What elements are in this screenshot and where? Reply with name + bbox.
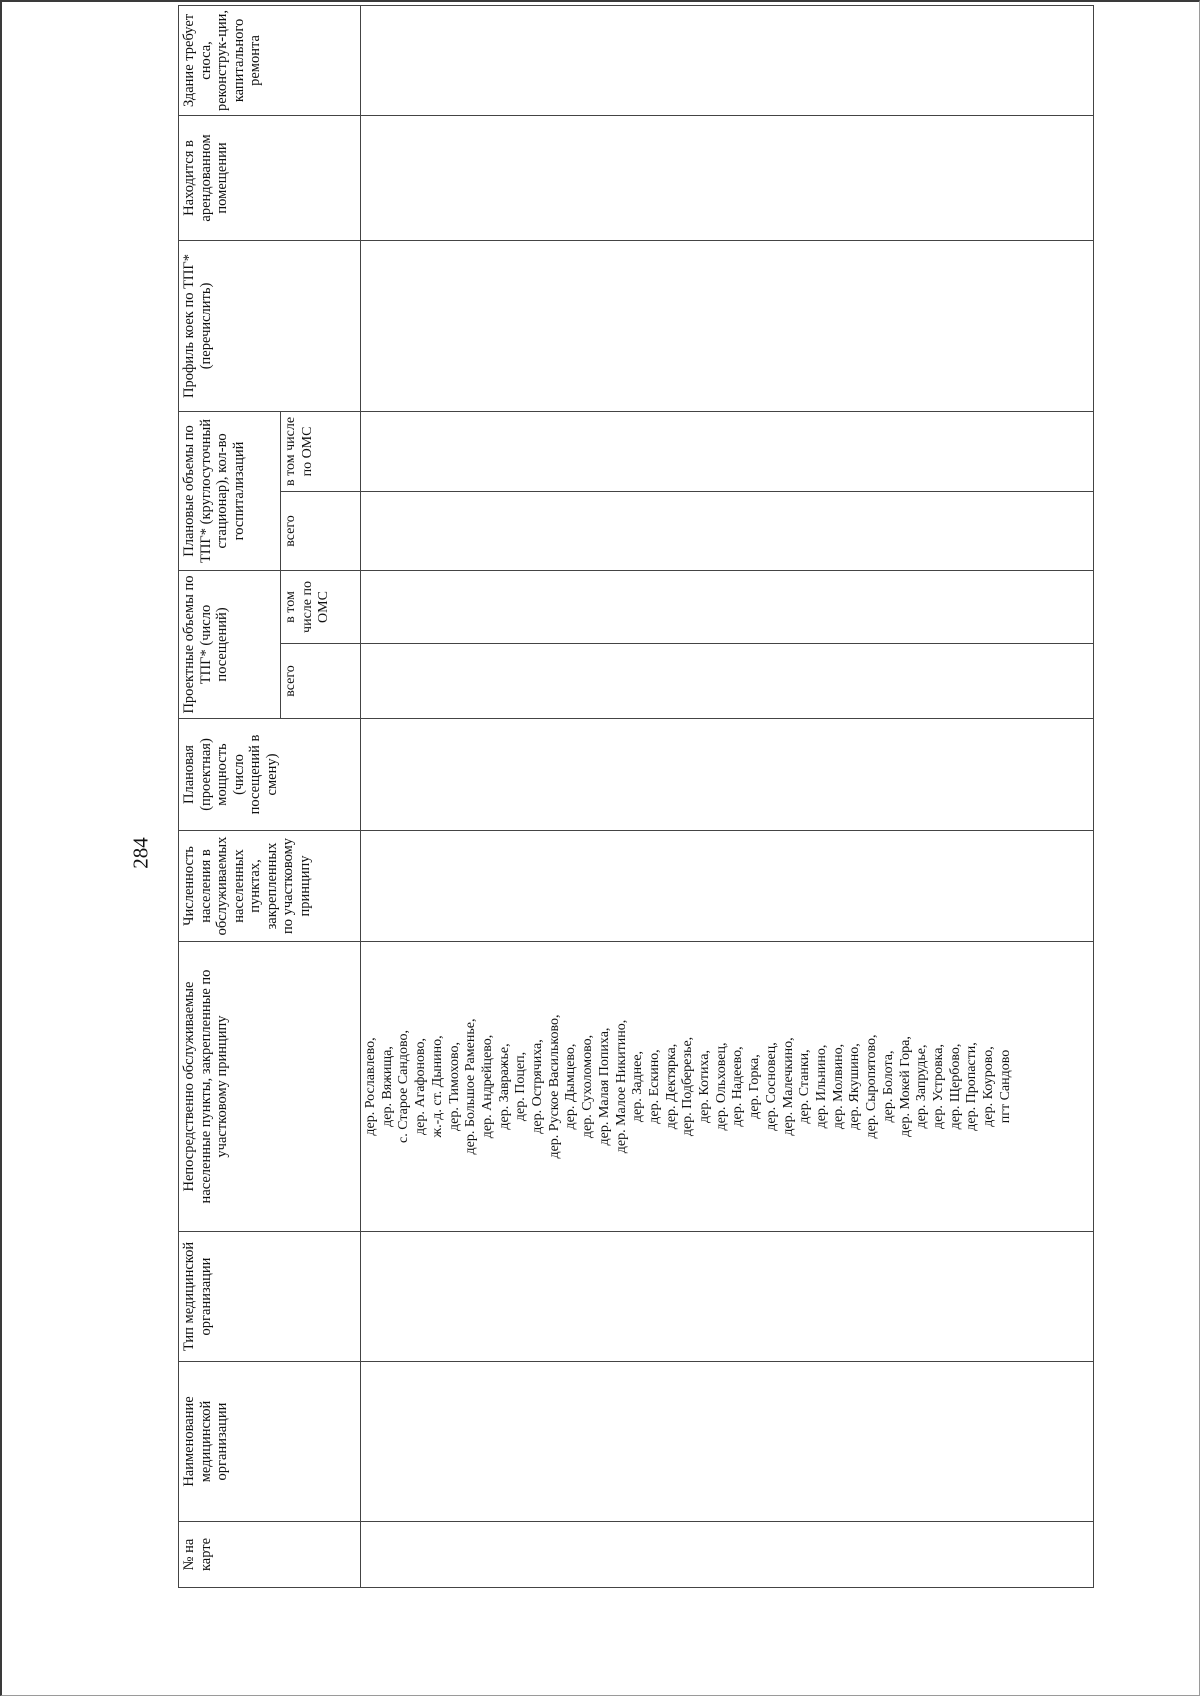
settlement-item: дер. Пропасти,: [964, 1042, 980, 1131]
settlement-item: дер. Поцеп,: [513, 1051, 529, 1122]
settlement-item: дер. Подберезье,: [680, 1036, 696, 1137]
settlement-item: дер. Надеево,: [730, 1046, 746, 1127]
cell-plan-oms: [361, 411, 1094, 491]
settlement-item: дер. Устровка,: [930, 1044, 946, 1129]
header-repair: Здание требует сноса, реконструк-ции, капитального ремонта: [179, 5, 361, 115]
settlement-item: дер. Заднее,: [630, 1050, 646, 1123]
settlement-item: дер. Тимохово,: [446, 1041, 462, 1132]
cell-org-name: [361, 1362, 1094, 1522]
cell-org-type: [361, 1232, 1094, 1362]
facilities-table: [178, 5, 1094, 1588]
cell-plan-total: [361, 491, 1094, 570]
settlement-item: ж.-д. ст. Дынино,: [429, 1035, 445, 1138]
settlement-item: дер. Малое Никитино,: [613, 1019, 629, 1154]
settlement-item: дер. Сыропятово,: [864, 1034, 880, 1139]
table-row: [361, 5, 1094, 1587]
subheader-proj-oms: в том числе по ОМС: [281, 570, 361, 643]
header-population: Численность населения в обслуживаемых населенных пунктах, закрепленных по участковому принципу: [179, 831, 361, 942]
settlement-item: дер. Коурово,: [981, 1046, 997, 1127]
header-settlements: Непосредственно обслуживаемые населенные пункты, закрепленные по участковому принципу: [179, 942, 361, 1232]
settlement-item: дер. Котиха,: [697, 1050, 713, 1123]
settlement-item: дер. Вяжища,: [379, 1046, 395, 1127]
settlement-item: дер. Большое Раменье,: [463, 1018, 479, 1155]
header-org-type: Тип медицинской организации: [179, 1232, 361, 1362]
header-plan-volumes: Плановые объемы по ТПГ* (круглосуточный стационар), кол-во госпитализаций: [179, 411, 281, 570]
header-num-on-map: № на карте: [179, 1522, 361, 1588]
cell-settlements: [361, 942, 1094, 1232]
settlement-item: дер. Агафоново,: [413, 1038, 429, 1135]
settlement-item: дер. Малая Попиха,: [596, 1027, 612, 1146]
settlement-item: дер. Болота,: [880, 1050, 896, 1123]
cell-population: [361, 831, 1094, 942]
subheader-proj-total: всего: [281, 644, 361, 719]
cell-proj-total: [361, 644, 1094, 719]
settlement-item: дер. Завражье,: [496, 1043, 512, 1130]
settlement-item: с. Старое Сандово,: [396, 1030, 412, 1143]
settlement-item: дер. Дымцево,: [563, 1043, 579, 1130]
header-bed-profile: Профиль коек по ТПГ* (перечислить): [179, 240, 361, 411]
settlement-item: дер. Молвино,: [830, 1043, 846, 1130]
header-row: [179, 5, 281, 1587]
header-rented: Находится в арендованном помещении: [179, 115, 361, 240]
settlement-item: дер. Руское Васильково,: [546, 1014, 562, 1159]
settlement-item: дер. Мокей Гора,: [897, 1036, 913, 1137]
settlement-item: дер. Сосновец,: [763, 1042, 779, 1131]
header-proj-volumes: Проектные объемы по ТПГ* (число посещений): [179, 570, 281, 718]
cell-capacity: [361, 719, 1094, 831]
settlement-item: дер. Сухоломово,: [580, 1034, 596, 1139]
settlement-item: дер. Щербово,: [947, 1043, 963, 1130]
settlement-item: дер. Дектярка,: [663, 1043, 679, 1130]
settlement-item: дер. Ескино,: [646, 1049, 662, 1124]
cell-num-on-map: [361, 1522, 1094, 1588]
settlement-item: дер. Якушино,: [847, 1043, 863, 1130]
page-number: [121, 818, 161, 888]
header-capacity: Плановая (проектная) мощность (число посещений в смену): [179, 719, 361, 831]
settlement-item: дер. Острячиха,: [530, 1039, 546, 1134]
settlement-item: дер. Ильнино,: [813, 1044, 829, 1129]
page-number-text: 284: [128, 837, 153, 869]
cell-proj-oms: [361, 570, 1094, 643]
subheader-plan-total: всего: [281, 491, 361, 570]
cell-rented: [361, 115, 1094, 240]
rotated-table-container: [178, 9, 1094, 1588]
settlement-item: дер. Запрудье,: [914, 1044, 930, 1129]
cell-repair: [361, 5, 1094, 115]
settlement-item: дер. Рославлево,: [363, 1037, 378, 1136]
settlement-item: дер. Малечкино,: [780, 1037, 796, 1136]
cell-bed-profile: [361, 240, 1094, 411]
header-org-name: Наименование медицинской организации: [179, 1362, 361, 1522]
settlement-item: дер. Андрейцево,: [479, 1034, 495, 1139]
settlement-item: дер. Ольховец,: [713, 1042, 729, 1131]
settlement-item: пгт Сандово: [997, 1049, 1013, 1124]
settlement-item: дер. Горка,: [747, 1054, 763, 1119]
subheader-plan-oms: в том числе по ОМС: [281, 411, 361, 491]
settlement-item: дер. Станки,: [797, 1049, 813, 1124]
